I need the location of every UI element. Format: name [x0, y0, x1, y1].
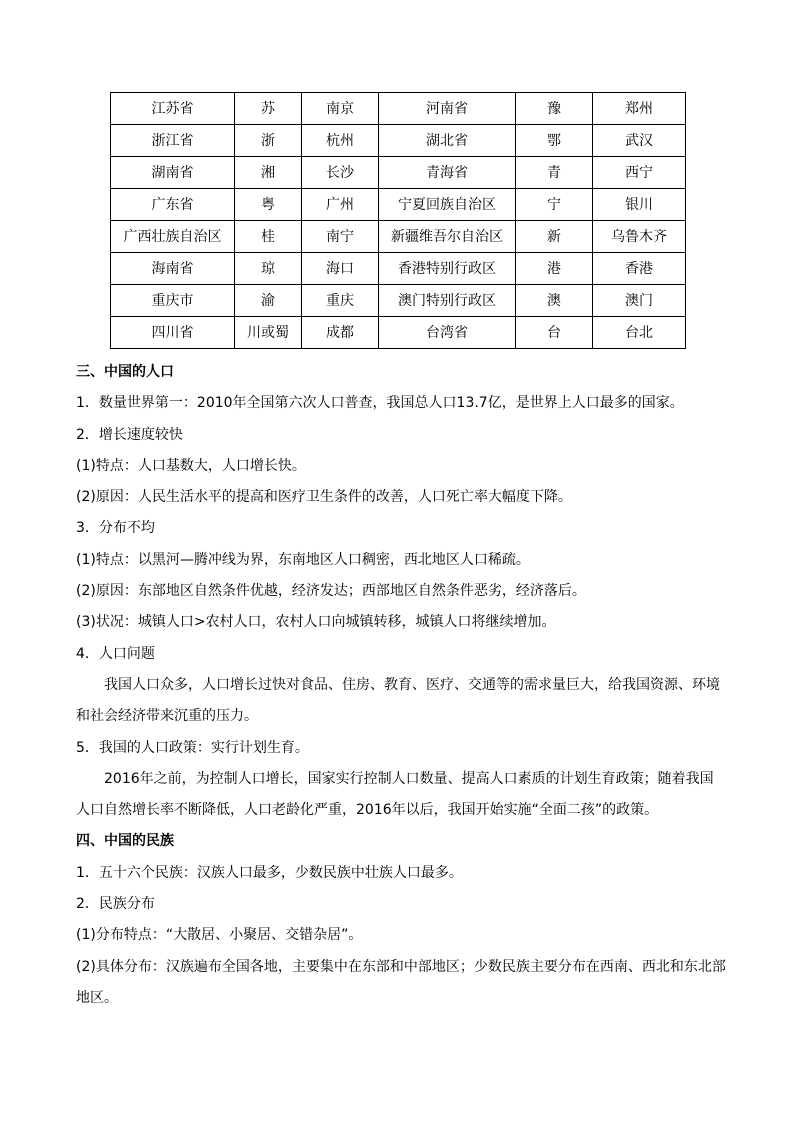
abbreviation-cell: 青 — [516, 157, 593, 189]
table-row — [111, 125, 686, 157]
province-name-cell: 台湾省 — [379, 317, 516, 349]
capital-cell: 银川 — [593, 189, 686, 221]
province-name-cell: 重庆市 — [111, 285, 235, 317]
table-row — [111, 157, 686, 189]
abbreviation-cell: 台 — [516, 317, 593, 349]
abbreviation-cell: 川或蜀 — [235, 317, 302, 349]
population-point-3-3: (3)状况：城镇人口>农村人口，农村人口向城镇转移，城镇人口将继续增加。 — [76, 614, 556, 631]
abbreviation-cell: 琼 — [235, 253, 302, 285]
abbreviation-cell: 桂 — [235, 221, 302, 253]
population-point-2: 2．增长速度较快 — [76, 426, 183, 443]
province-name-cell: 宁夏回族自治区 — [379, 189, 516, 221]
abbreviation-cell: 港 — [516, 253, 593, 285]
province-name-cell: 河南省 — [379, 93, 516, 125]
table-row — [111, 189, 686, 221]
capital-cell: 台北 — [593, 317, 686, 349]
abbreviation-cell: 苏 — [235, 93, 302, 125]
abbreviation-cell: 宁 — [516, 189, 593, 221]
abbreviation-cell: 粤 — [235, 189, 302, 221]
table-row — [111, 221, 686, 253]
capital-cell: 杭州 — [302, 125, 379, 157]
section-heading-ethnic: 四、中国的民族 — [76, 833, 174, 850]
population-point-3: 3．分布不均 — [76, 520, 155, 537]
capital-cell: 澳门 — [593, 285, 686, 317]
capital-cell: 南京 — [302, 93, 379, 125]
capital-cell: 广州 — [302, 189, 379, 221]
population-point-2-1: (1)特点：人口基数大，人口增长快。 — [76, 457, 306, 474]
population-point-3-1: (1)特点：以黑河—腾冲线为界，东南地区人口稠密，西北地区人口稀疏。 — [76, 551, 530, 568]
table-row — [111, 253, 686, 285]
province-name-cell: 四川省 — [111, 317, 235, 349]
capital-cell: 重庆 — [302, 285, 379, 317]
population-point-3-2: (2)原因：东部地区自然条件优越，经济发达；西部地区自然条件恶劣，经济落后。 — [76, 583, 586, 600]
province-name-cell: 浙江省 — [111, 125, 235, 157]
province-name-cell: 新疆维吾尔自治区 — [379, 221, 516, 253]
capital-cell: 南宁 — [302, 221, 379, 253]
capital-cell: 武汉 — [593, 125, 686, 157]
province-name-cell: 广东省 — [111, 189, 235, 221]
abbreviation-cell: 渝 — [235, 285, 302, 317]
capital-cell: 香港 — [593, 253, 686, 285]
abbreviation-cell: 新 — [516, 221, 593, 253]
population-point-1: 1．数量世界第一：2010年全国第六次人口普查，我国总人口13.7亿，是世界上人口最多的国家。 — [76, 395, 684, 412]
province-name-cell: 湖北省 — [379, 125, 516, 157]
abbreviation-cell: 澳 — [516, 285, 593, 317]
province-table — [110, 92, 686, 349]
abbreviation-cell: 豫 — [516, 93, 593, 125]
capital-cell: 郑州 — [593, 93, 686, 125]
document-body — [76, 357, 726, 1014]
table-row — [111, 93, 686, 125]
table-row — [111, 285, 686, 317]
province-name-cell: 澳门特别行政区 — [379, 285, 516, 317]
section-heading-population: 三、中国的人口 — [76, 364, 174, 380]
province-name-cell: 湖南省 — [111, 157, 235, 189]
province-name-cell: 青海省 — [379, 157, 516, 189]
province-name-cell: 海南省 — [111, 253, 235, 285]
population-point-5: 5．我国的人口政策：实行计划生育。 — [76, 739, 309, 756]
abbreviation-cell: 鄂 — [516, 125, 593, 157]
ethnic-point-2: 2．民族分布 — [76, 896, 155, 913]
capital-cell: 成都 — [302, 317, 379, 349]
population-point-4: 4．人口问题 — [76, 645, 155, 662]
province-name-cell: 江苏省 — [111, 93, 235, 125]
capital-cell: 海口 — [302, 253, 379, 285]
capital-cell: 乌鲁木齐 — [593, 221, 686, 253]
ethnic-point-1: 1．五十六个民族：汉族人口最多，少数民族中壮族人口最多。 — [76, 864, 463, 881]
capital-cell: 长沙 — [302, 157, 379, 189]
ethnic-point-2-2: (2)具体分布：汉族遍布全国各地，主要集中在东部和中部地区；少数民族主要分布在西南、西北和东北部地区。 — [76, 958, 726, 1006]
abbreviation-cell: 浙 — [235, 125, 302, 157]
province-name-cell: 香港特别行政区 — [379, 253, 516, 285]
abbreviation-cell: 湘 — [235, 157, 302, 189]
population-policy-paragraph: 2016年之前，为控制人口增长，国家实行控制人口数量、提高人口素质的计划生育政策；随着我国人口自然增长率不断降低，人口老龄化严重，2016年以后，我国开始实施“全面二孩”的政策。 — [76, 770, 714, 819]
capital-cell: 西宁 — [593, 157, 686, 189]
province-name-cell: 广西壮族自治区 — [111, 221, 235, 253]
population-problem-paragraph: 我国人口众多，人口增长过快对食品、住房、教育、医疗、交通等的需求量巨大，给我国资源、环境和社会经济带来沉重的压力。 — [76, 676, 720, 725]
ethnic-point-2-1: (1)分布特点：“大散居、小聚居、交错杂居”。 — [76, 927, 363, 944]
table-row — [111, 317, 686, 349]
population-point-2-2: (2)原因：人民生活水平的提高和医疗卫生条件的改善，人口死亡率大幅度下降。 — [76, 489, 572, 506]
